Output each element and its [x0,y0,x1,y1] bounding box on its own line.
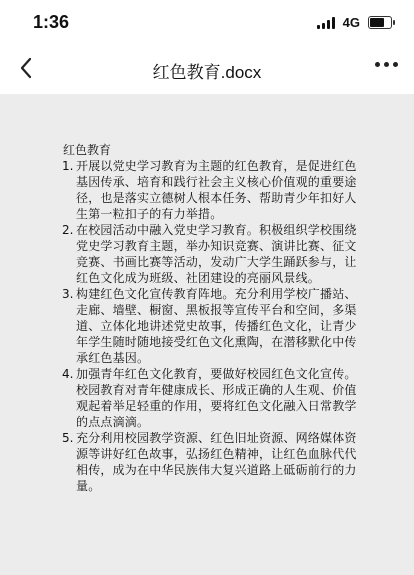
list-item [62,430,362,494]
battery-icon [368,16,392,29]
list-text: 加强青年红色文化教育，要做好校园红色文化宣传。校园教育对青年健康成长、形成正确的人生观、价值观起着举足轻重的作用，要将红色文化融入日常教学的点点滴滴。 [76,367,357,429]
list-number: 4. [62,367,74,381]
status-indicators [317,15,392,30]
list-item [62,286,362,366]
document-body[interactable] [0,94,414,575]
list-number: 5. [62,431,74,445]
list-text: 在校园活动中融入党史学习教育。积极组织学校围绕党史学习教育主题，举办知识竞赛、演讲比赛、征文竞赛、书画比赛等活动，发动广大学生踊跃参与，让红色文化成为班级、社团建设的亮丽风景线。 [76,223,357,285]
nav-bar [0,44,414,94]
document-title: 红色教育.docx [152,63,262,82]
more-dots-icon [375,62,380,67]
network-type: 4G [342,15,360,30]
list-text: 充分利用校园教学资源、红色旧址资源、网络媒体资源等讲好红色故事，弘扬红色精神，让红色血脉代代相传，成为在中华民族伟大复兴道路上砥砺前行的力量。 [76,431,357,493]
status-bar [0,0,414,44]
more-button[interactable] [375,62,398,67]
list-item [62,158,362,222]
list-number: 1. [62,159,74,173]
doc-heading: 红色教育 [63,143,112,157]
signal-icon [317,17,335,29]
list-item [62,366,362,430]
list-text: 开展以党史学习教育为主题的红色教育，是促进红色基因传承、培育和践行社会主义核心价值观的重要途径，也是落实立德树人根本任务、帮助青少年扣好人生第一粒扣子的有力举措。 [76,159,357,221]
doc-list [62,158,362,494]
list-number: 2. [62,223,74,237]
list-number: 3. [62,287,74,301]
list-item [62,222,362,286]
list-text: 构建红色文化宣传教育阵地。充分利用学校广播站、走廊、墙壁、橱窗、黑板报等宣传平台和空间，多渠道、立体化地讲述党史故事，传播红色文化，让青少年学生随时随地接受红色文化熏陶，在潜移默化中传承红色基因。 [76,287,357,365]
status-time: 1:36 [33,12,70,32]
